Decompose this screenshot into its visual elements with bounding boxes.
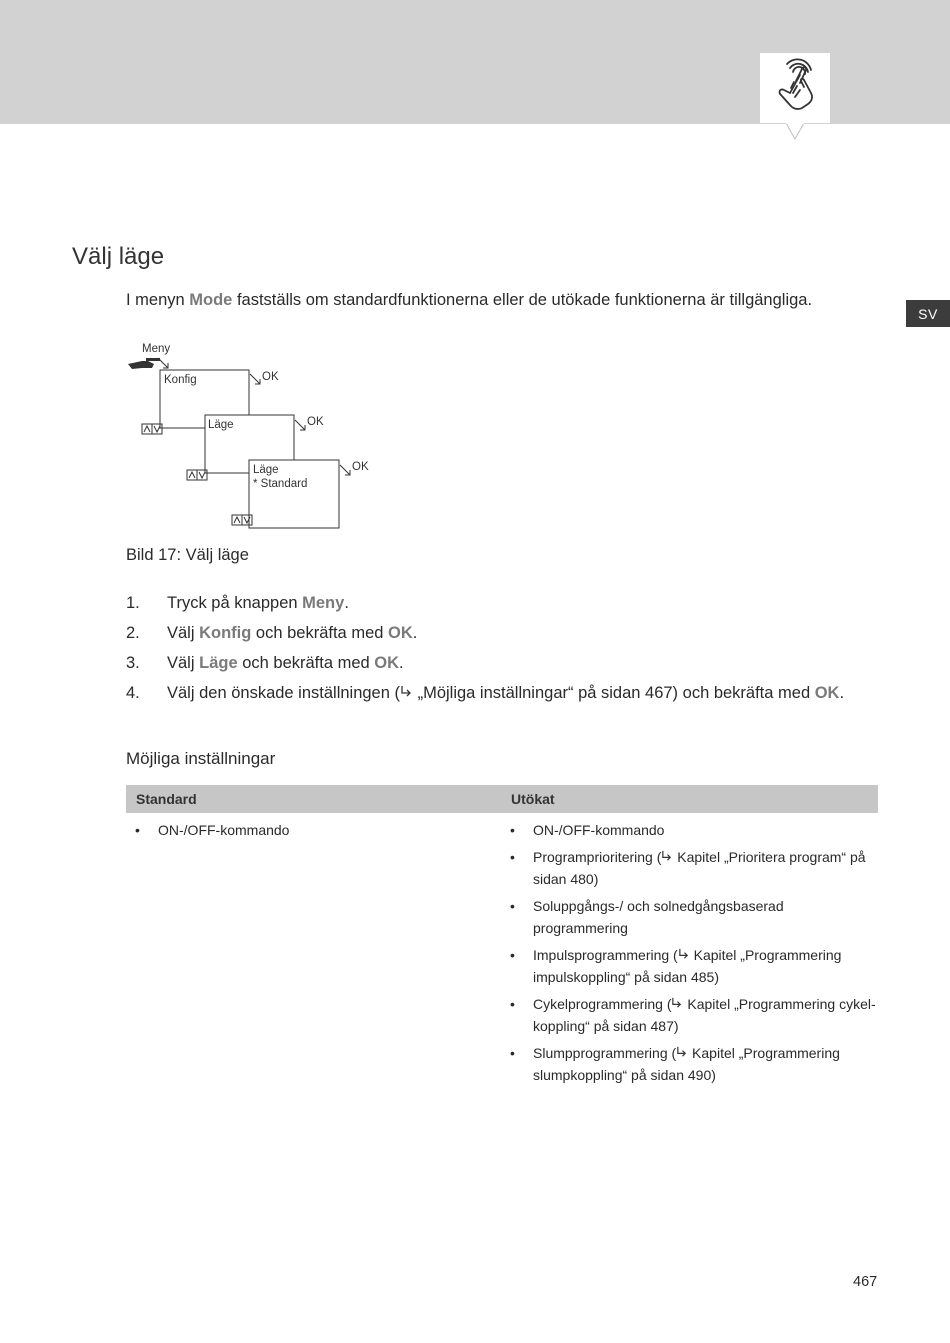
cross-reference-icon — [678, 948, 690, 960]
chapter-link[interactable]: Kapitel „Programmering cykel-koppling“ på sidan 487) — [533, 995, 876, 1034]
intro-text: I menyn Mode fastställs om standardfunktionerna eller de utökade funktionerna är tillgängliga. — [126, 291, 813, 309]
ok-arrow-icon — [340, 465, 350, 475]
table-body — [126, 813, 878, 1091]
list-item: • Soluppgångs-/ och solnedgångsbaserad programmering — [510, 897, 784, 936]
table-header — [126, 785, 878, 813]
column-extended: Utökat — [511, 791, 555, 807]
step-item: 1. Tryck på knappen Meny. — [126, 594, 349, 612]
ok-label-1: OK — [262, 371, 279, 383]
konfig-label: Konfig — [164, 374, 197, 386]
list-item: • Impulsprogrammering ( Kapitel „Programmering impulskoppling“ på sidan 485) — [510, 946, 842, 985]
column-standard: Standard — [136, 791, 197, 807]
up-down-keys-icon — [187, 470, 207, 480]
chapter-link[interactable]: Kapitel „Programmering impulskoppling“ på sidan 485) — [533, 946, 842, 985]
extended-list — [501, 819, 878, 1091]
list-item: • Cykelprogrammering ( Kapitel „Programmering cykel-koppling“ på sidan 487) — [510, 995, 876, 1034]
chapter-link[interactable]: Kapitel „Programmering slumpkoppling“ på sidan 490) — [533, 1044, 840, 1083]
lage-label-3: Läge — [253, 464, 279, 476]
ok-label-3: OK — [352, 461, 369, 473]
settings-table — [126, 785, 878, 1091]
cross-reference-icon — [661, 850, 673, 862]
settings-link[interactable]: „Möjliga inställningar“ på sidan 467) och bekräfta med — [413, 684, 815, 702]
ok-label-2: OK — [307, 416, 324, 428]
ok-arrow-icon — [250, 374, 260, 384]
list-item: • ON-/OFF-kommando — [135, 822, 290, 838]
section-title: Välj läge — [72, 243, 165, 270]
cross-reference-icon — [676, 1046, 688, 1058]
pointing-hand-icon — [128, 358, 160, 369]
cross-reference-icon — [671, 997, 683, 1009]
chapter-link[interactable]: Kapitel „Prioritera program“ på sidan 480) — [533, 848, 866, 887]
tab-pointer — [786, 123, 804, 140]
step-item: 2. Välj Konfig och bekräfta med OK. — [126, 624, 418, 642]
mode-keyword: Mode — [189, 291, 233, 309]
touch-hand-icon — [760, 53, 830, 123]
standard-list — [126, 819, 501, 1091]
language-tab: SV — [906, 300, 950, 327]
menu-arrow-icon — [158, 358, 168, 368]
page-number: 467 — [853, 1274, 878, 1290]
list-item: • Slumpprogrammering ( Kapitel „Programmering slumpkoppling“ på sidan 490) — [510, 1044, 840, 1083]
list-item: • Programprioritering ( Kapitel „Prioritera program“ på sidan 480) — [510, 848, 866, 887]
ok-arrow-icon — [295, 420, 305, 430]
list-item: • ON-/OFF-kommando — [510, 822, 665, 838]
menu-flow-diagram — [124, 336, 384, 536]
lage-label: Läge — [208, 419, 234, 431]
up-down-keys-icon — [142, 424, 162, 434]
standard-value: * Standard — [253, 478, 308, 490]
step-item: 3. Välj Läge och bekräfta med OK. — [126, 654, 404, 672]
step-item: 4. Välj den önskade inställningen ( „Möjliga inställningar“ på sidan 467) och bekräfta med OK. — [126, 684, 845, 702]
menu-label: Meny — [142, 343, 171, 355]
touch-tab — [760, 53, 830, 123]
steps-list — [126, 594, 844, 714]
cross-reference-icon — [400, 685, 413, 698]
figure-caption: Bild 17: Välj läge — [126, 546, 249, 564]
settings-title: Möjliga inställningar — [126, 749, 276, 768]
